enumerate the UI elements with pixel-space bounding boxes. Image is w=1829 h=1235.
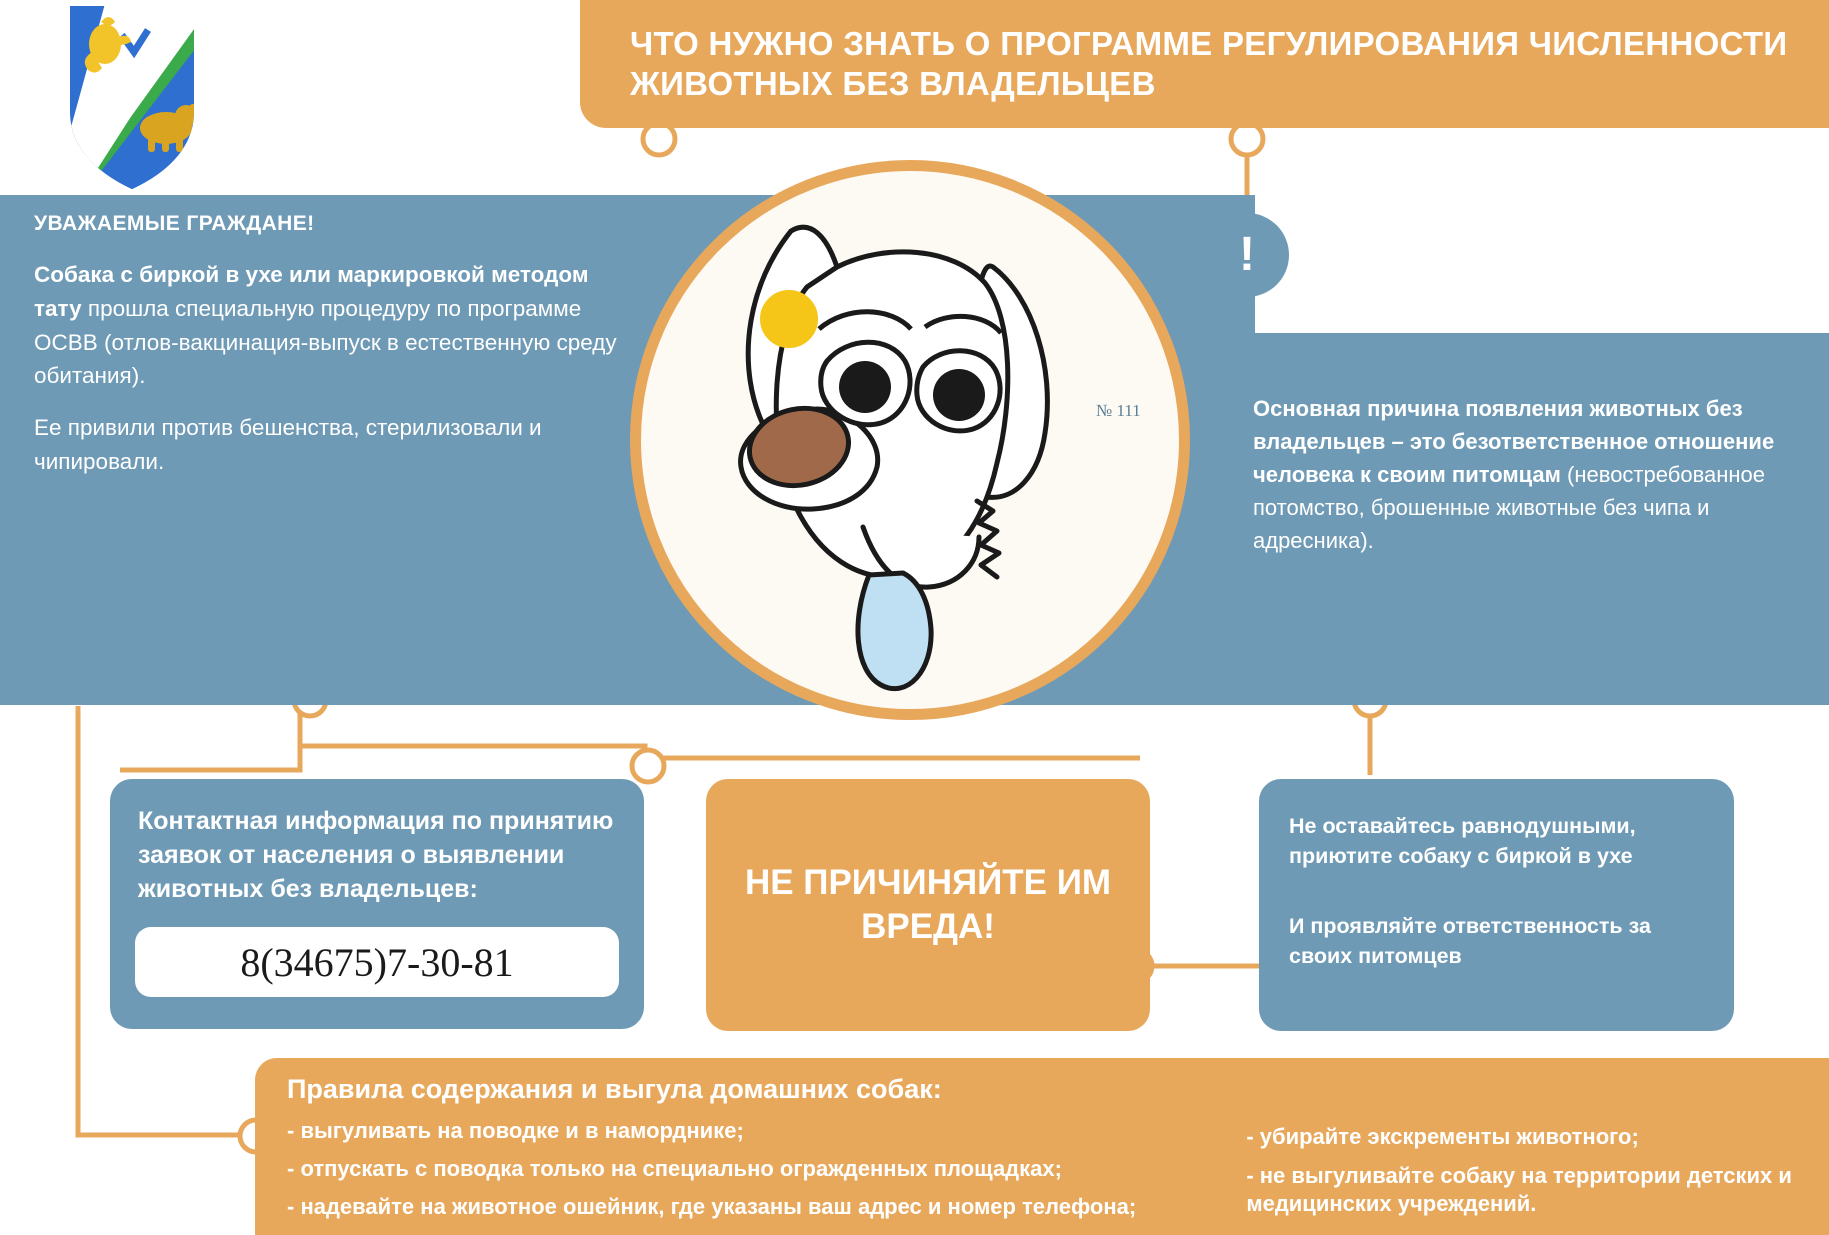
- ear-tag-number: № 111: [1096, 401, 1141, 420]
- citizens-notice-paragraph-1-bold: Собака с биркой в ухе или маркировкой методом тату: [34, 262, 589, 321]
- cause-explanation-rest: (невостребованное потомство, брошенные животные без чипа и адресника).: [1253, 462, 1766, 553]
- adopt-dog-card: [1259, 779, 1734, 1031]
- dog-keeping-rules-banner: [255, 1058, 1829, 1235]
- rules-item: - надевайте на животное ошейник, где указаны ваш адрес и номер телефона;: [287, 1193, 1137, 1219]
- rules-column-left: [287, 1115, 1246, 1229]
- page-title: ЧТО НУЖНО ЗНАТЬ О ПРОГРАММЕ РЕГУЛИРОВАНИЯ ЧИСЛЕННОСТИ ЖИВОТНЫХ БЕЗ ВЛАДЕЛЬЦЕВ: [630, 24, 1788, 102]
- rules-title: Правила содержания и выгула домашних собак:: [287, 1074, 942, 1104]
- contact-card: [110, 779, 644, 1029]
- exclamation-mark-icon: !: [1239, 228, 1255, 281]
- exclamation-badge: [1205, 213, 1289, 297]
- citizens-notice-paragraph-1-rest: прошла специальную процедуру по программе ОСВВ (отлов-вакцинация-выпуск в естественную среду обитания).: [34, 295, 617, 389]
- citizens-notice-block: [34, 212, 634, 497]
- rules-column-right: [1246, 1115, 1803, 1229]
- adopt-dog-line-1: Не оставайтесь равнодушными, приютите собаку с биркой в ухе: [1289, 814, 1636, 869]
- adopt-dog-line-2: И проявляйте ответственность за своих питомцев: [1289, 914, 1651, 969]
- do-no-harm-card: [706, 779, 1150, 1031]
- contact-card-text: Контактная информация по принятию заявок от населения о выявлении животных без владельцев:: [138, 807, 614, 903]
- cause-explanation-block: [1253, 392, 1809, 557]
- cause-explanation-bold: Основная причина появления животных без владельцев – это безответственное отношение человека к своим питомцам: [1253, 396, 1775, 487]
- do-no-harm-text: НЕ ПРИЧИНЯЙТЕ ИМ ВРЕДА!: [744, 863, 1112, 946]
- phone-number: 8(34675)7-30-81: [240, 939, 514, 985]
- municipal-coat-of-arms-icon: [62, 0, 202, 196]
- rules-item: - отпускать с поводка только на специально огражденных площадках;: [287, 1155, 1062, 1181]
- header-banner: [580, 0, 1829, 128]
- rules-item: - выгуливать на поводке и в наморднике;: [287, 1118, 744, 1143]
- rules-item: - не выгуливайте собаку на территории детских и медицинских учреждений.: [1246, 1162, 1792, 1217]
- citizens-notice-heading: УВАЖАЕМЫЕ ГРАЖДАНЕ!: [34, 212, 315, 235]
- citizens-notice-paragraph-2: Ее привили против бешенства, стерилизовали и чипировали.: [34, 415, 542, 474]
- phone-number-pill[interactable]: [135, 927, 619, 997]
- citizens-notice-paragraph-1: [34, 258, 634, 393]
- dog-illustration: [630, 160, 1190, 720]
- rules-item: - убирайте экскременты животного;: [1246, 1124, 1639, 1149]
